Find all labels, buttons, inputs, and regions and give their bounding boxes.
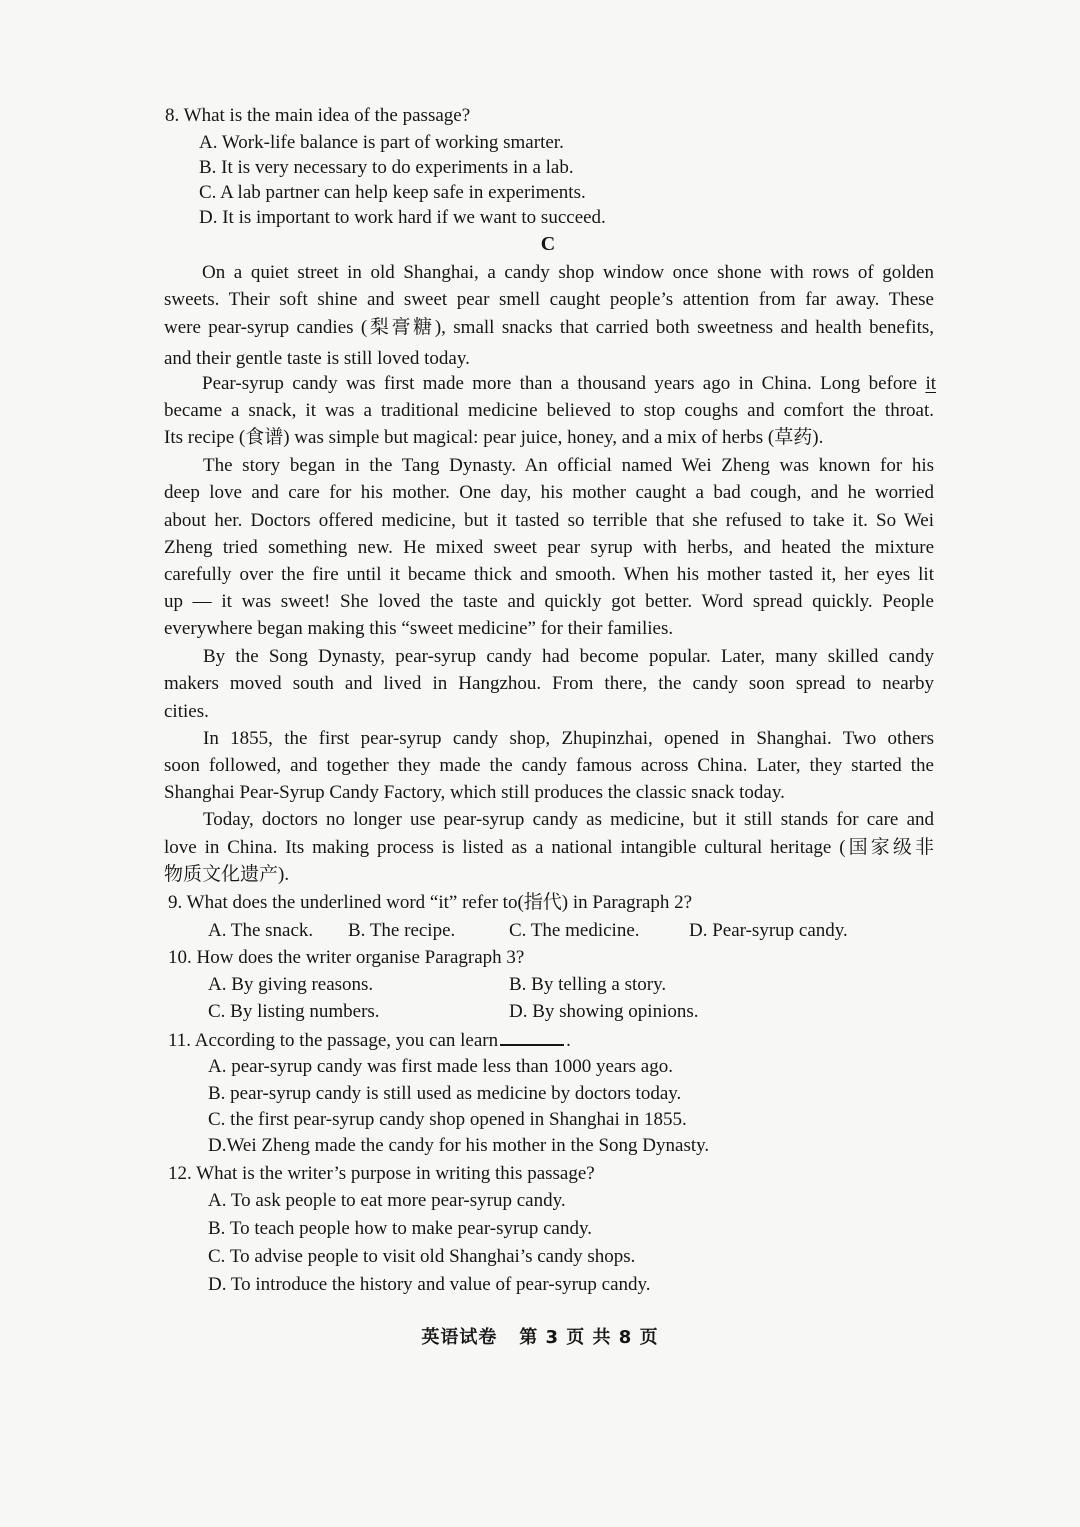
passage-line: carefully over the fire until it became thick and smooth. When his mother tasted it, her eyes lit [164, 564, 934, 585]
passage-line: and their gentle taste is still loved today. [164, 348, 470, 369]
page-footer: 英语试卷 第 3 页 共 8 页 [421, 1327, 659, 1348]
passage-line: 物质文化遗产). [164, 864, 290, 885]
passage-line: became a snack, it was a traditional medicine believed to stop coughs and comfort the throat. [164, 400, 934, 421]
q11-option-d: D.Wei Zheng made the candy for his mother in the Song Dynasty. [208, 1135, 710, 1156]
q12-option-c: C. To advise people to visit old Shanghai’s candy shops. [208, 1246, 636, 1267]
passage-line: everywhere began making this “sweet medicine” for their families. [164, 618, 674, 639]
passage-line: deep love and care for his mother. One day, his mother caught a bad cough, and he worried [164, 482, 934, 503]
passage-line: love in China. Its making process is listed as a national intangible cultural heritage (国家级非 [164, 837, 934, 858]
q9-option-a: A. The snack. [208, 920, 314, 941]
q11-stem: 11. According to the passage, you can learn [168, 1030, 499, 1051]
passage-line: In 1855, the first pear-syrup candy shop, Zhupinzhai, opened in Shanghai. Two others [203, 728, 934, 749]
q8-option-a: A. Work-life balance is part of working smarter. [199, 132, 564, 153]
passage-line: Shanghai Pear-Syrup Candy Factory, which still produces the classic snack today. [164, 782, 785, 803]
q12-option-d: D. To introduce the history and value of pear-syrup candy. [208, 1274, 651, 1295]
q9-option-c: C. The medicine. [509, 920, 640, 941]
q9-option-d: D. Pear-syrup candy. [689, 920, 848, 941]
q11-option-c: C. the first pear-syrup candy shop opened in Shanghai in 1855. [208, 1109, 687, 1130]
q12-option-a: A. To ask people to eat more pear-syrup candy. [208, 1190, 566, 1211]
q8-stem: 8. What is the main idea of the passage? [165, 105, 471, 126]
q8-option-d: D. It is important to work hard if we want to succeed. [199, 207, 606, 228]
passage-line: Today, doctors no longer use pear-syrup candy as medicine, but it still stands for care and [203, 809, 934, 830]
q10-option-c: C. By listing numbers. [208, 1001, 380, 1022]
passage-line-with-underlined-word [202, 372, 936, 396]
q12-stem: 12. What is the writer’s purpose in writing this passage? [168, 1163, 595, 1184]
q10-stem: 10. How does the writer organise Paragraph 3? [168, 947, 525, 968]
passage-text: Pear-syrup candy was first made more than a thousand years ago in China. Long before [202, 373, 926, 394]
q11-option-a: A. pear-syrup candy was first made less than 1000 years ago. [208, 1056, 673, 1077]
passage-line: Its recipe (食谱) was simple but magical: pear juice, honey, and a mix of herbs (草药). [164, 427, 824, 448]
passage-line: On a quiet street in old Shanghai, a candy shop window once shone with rows of golden [202, 262, 934, 283]
passage-line: about her. Doctors offered medicine, but it tasted so terrible that she refused to take it. So Wei [164, 510, 934, 531]
q11-option-b: B. pear-syrup candy is still used as medicine by doctors today. [208, 1083, 682, 1104]
q11-stem-line [168, 1028, 571, 1053]
underlined-word-it: it [925, 373, 936, 394]
q10-option-a: A. By giving reasons. [208, 974, 374, 995]
section-letter: C [540, 233, 556, 255]
passage-line: makers moved south and lived in Hangzhou. From there, the candy soon spread to nearby [164, 673, 934, 694]
passage-line: cities. [164, 701, 209, 722]
passage-line: soon followed, and together they made the candy famous across China. Later, they started the [164, 755, 934, 776]
passage-line: sweets. Their soft shine and sweet pear smell caught people’s attention from far away. These [164, 289, 934, 310]
passage-line: Zheng tried something new. He mixed sweet pear syrup with herbs, and heated the mixture [164, 537, 934, 558]
q10-option-b: B. By telling a story. [509, 974, 667, 995]
passage-line: The story began in the Tang Dynasty. An official named Wei Zheng was known for his [203, 455, 934, 476]
passage-line: were pear-syrup candies (梨膏糖), small snacks that carried both sweetness and health benefits, [164, 317, 934, 338]
answer-blank [500, 1028, 564, 1046]
passage-line: up — it was sweet! She loved the taste and quickly got better. Word spread quickly. People [164, 591, 934, 612]
q11-stem-end: . [566, 1030, 571, 1051]
q12-option-b: B. To teach people how to make pear-syrup candy. [208, 1218, 592, 1239]
q9-option-b: B. The recipe. [348, 920, 456, 941]
q9-stem: 9. What does the underlined word “it” refer to(指代) in Paragraph 2? [168, 892, 693, 913]
q8-option-b: B. It is very necessary to do experiments in a lab. [199, 157, 574, 178]
passage-line: By the Song Dynasty, pear-syrup candy had become popular. Later, many skilled candy [203, 646, 934, 667]
q8-option-c: C. A lab partner can help keep safe in experiments. [199, 182, 586, 203]
q10-option-d: D. By showing opinions. [509, 1001, 699, 1022]
